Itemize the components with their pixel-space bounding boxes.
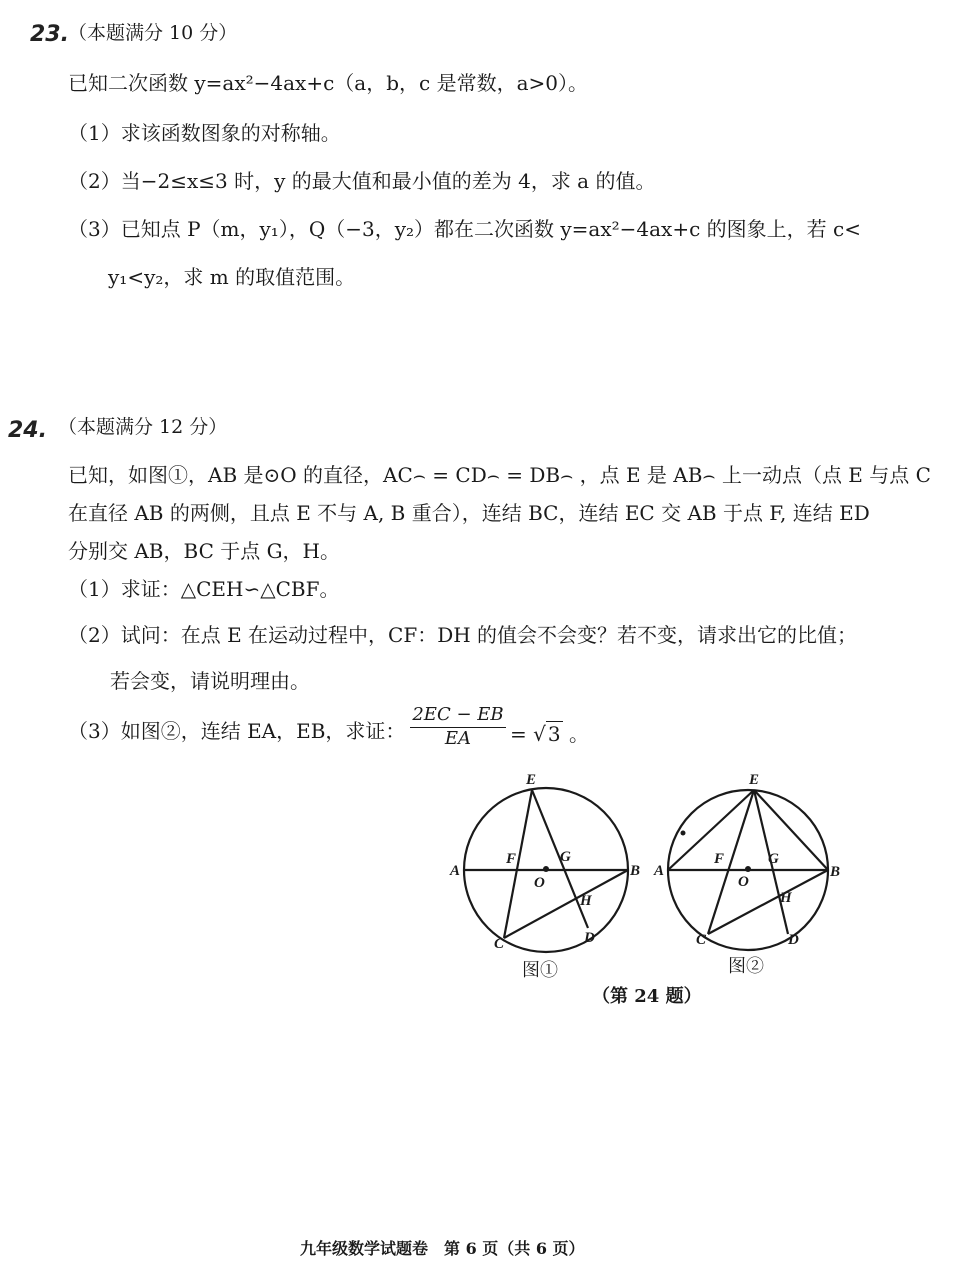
page-footer: 九年级数学试题卷 第 6 页（共 6 页） <box>300 1239 585 1258</box>
q24-stem-line3: 分别交 AB，BC 于点 G，H。 <box>68 539 341 563</box>
fig2-label-d: D <box>788 932 799 948</box>
fig1-label-d: D <box>584 930 595 946</box>
fig1-label-o: O <box>534 875 545 891</box>
period: 。 <box>568 722 589 746</box>
q23-number: 23. <box>30 22 69 47</box>
fig2-label-h: H <box>780 890 792 906</box>
sqrt-sign: √ <box>533 722 546 746</box>
fig2-label-o: O <box>738 874 749 890</box>
fig2-label-b: B <box>830 864 841 880</box>
q24-stem-line2: 在直径 AB 的两侧，且点 E 不与 A, B 重合），连结 BC，连结 EC 交 AB 于点 F, 连结 ED <box>68 501 870 525</box>
fig1-label-h: H <box>580 893 592 909</box>
fig1-label-a: A <box>450 863 461 879</box>
fig2-label-a: A <box>654 863 665 879</box>
fig1-segment-bc <box>504 870 628 938</box>
q24-stem-line1: 已知，如图①，AB 是⊙O 的直径，AC⌢ = CD⌢ = DB⌢ ，点 E 是 AB⌢ 上一动点（点 E 与点 C <box>68 463 931 487</box>
fig2-label-f: F <box>714 851 725 867</box>
q24-part2-line1: （2）试问：在点 E 在运动过程中，CF：DH 的值会不会变？若不变，请求出它的比值； <box>68 623 858 647</box>
q24-part3-rhs <box>510 718 589 747</box>
fraction-denominator: EA <box>444 728 472 749</box>
q24-part2-line2: 若会变，请说明理由。 <box>110 669 310 693</box>
fig2-center-dot <box>745 866 751 872</box>
equals-sign: = <box>510 722 527 746</box>
fig2-label-e: E <box>749 772 760 788</box>
sqrt-radicand: 3 <box>547 722 561 746</box>
q23-part2: （2）当−2≤x≤3 时，y 的最大值和最小值的差为 4，求 a 的值。 <box>68 169 656 193</box>
fig2-label-c: C <box>696 932 707 948</box>
fig2-arc-mark-dot <box>681 831 686 836</box>
q23-part3-line1: （3）已知点 P（m，y₁），Q（−3，y₂）都在二次函数 y=ax²−4ax+c 的图象上，若 c< <box>68 217 861 241</box>
q23-part1: （1）求该函数图象的对称轴。 <box>68 121 341 145</box>
fraction-numerator: 2EC − EB <box>412 704 504 725</box>
q24-part3-prefix: （3）如图②，连结 EA，EB，求证： <box>68 719 406 743</box>
figure-2-circle-diagram <box>650 770 860 970</box>
fig2-label-g: G <box>768 851 779 867</box>
fig1-center-dot <box>543 866 549 872</box>
fig1-label-g: G <box>560 849 571 865</box>
fig1-label-c: C <box>494 936 505 952</box>
fig1-label-e: E <box>526 772 537 788</box>
q24-number: 24. <box>8 418 47 443</box>
figure-1-circle-diagram <box>440 770 660 980</box>
q24-part1: （1）求证：△CEH∽△CBF。 <box>68 577 340 601</box>
figure-1-caption: 图① <box>522 960 558 981</box>
q23-stem: 已知二次函数 y=ax²−4ax+c（a，b，c 是常数，a>0）。 <box>68 71 588 95</box>
q24-header: （本题满分 12 分） <box>58 416 228 438</box>
figure-2-caption: 图② <box>728 956 764 977</box>
q24-part3-fraction <box>410 704 506 749</box>
fig1-label-f: F <box>506 851 517 867</box>
fig1-label-b: B <box>630 863 641 879</box>
q23-header: （本题满分 10 分） <box>68 22 238 44</box>
q23-part3-line2: y₁<y₂，求 m 的取值范围。 <box>108 265 356 289</box>
figure-group-caption: （第 24 题） <box>592 986 702 1007</box>
